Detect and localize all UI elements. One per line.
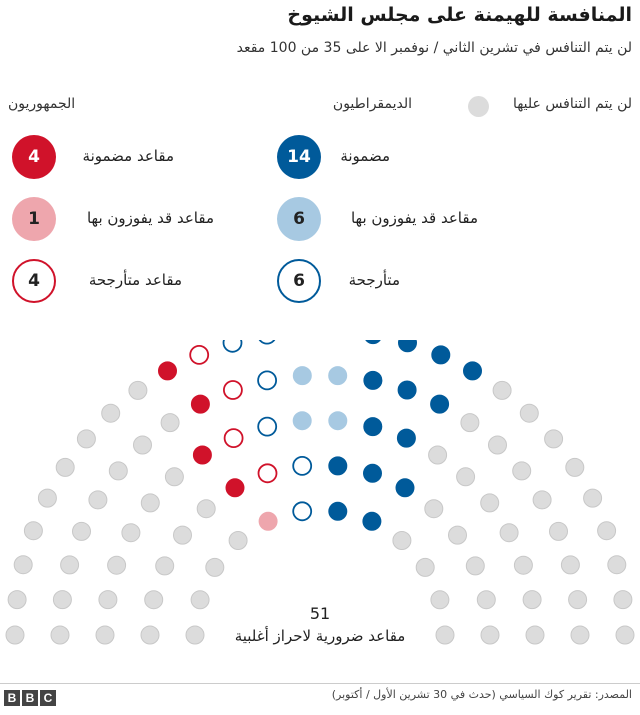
seat-not-contested-rep bbox=[108, 556, 126, 574]
seat-not-contested-rep bbox=[141, 626, 159, 644]
seat-not-contested-rep bbox=[96, 626, 114, 644]
seat-dem-likely bbox=[329, 412, 347, 430]
seat-not-contested-rep bbox=[14, 556, 32, 574]
seat-not-contested-dem bbox=[429, 446, 447, 464]
seat-not-contested-dem bbox=[566, 458, 584, 476]
seat-not-contested-dem bbox=[545, 430, 563, 448]
bbc-logo bbox=[4, 690, 56, 706]
seat-dem-safe bbox=[397, 429, 415, 447]
not-contested-legend-label: لن يتم التنافس عليها bbox=[512, 96, 632, 112]
seat-not-contested-dem bbox=[466, 557, 484, 575]
seat-not-contested-dem bbox=[481, 494, 499, 512]
seat-rep-likely bbox=[259, 512, 277, 530]
seat-not-contested-dem bbox=[416, 558, 434, 576]
seat-not-contested-dem bbox=[533, 491, 551, 509]
seat-not-contested-rep bbox=[99, 591, 117, 609]
seat-not-contested-rep bbox=[156, 557, 174, 575]
footer-divider bbox=[0, 683, 640, 684]
seat-not-contested-dem bbox=[526, 626, 544, 644]
seat-not-contested-rep bbox=[191, 591, 209, 609]
seat-not-contested-dem bbox=[493, 381, 511, 399]
seat-not-contested-dem bbox=[431, 591, 449, 609]
not-contested-legend-dot bbox=[468, 96, 489, 117]
chart-title: المنافسة للهيمنة على مجلس الشيوخ bbox=[287, 4, 632, 26]
seat-dem-tossup bbox=[293, 502, 311, 520]
seat-not-contested-rep bbox=[24, 522, 42, 540]
seat-rep-tossup bbox=[224, 381, 242, 399]
seat-not-contested-rep bbox=[73, 522, 91, 540]
seat-dem-safe bbox=[399, 340, 417, 352]
seat-not-contested-rep bbox=[229, 532, 247, 550]
seat-not-contested-rep bbox=[141, 494, 159, 512]
seat-rep-safe bbox=[159, 362, 177, 380]
seat-not-contested-dem bbox=[550, 522, 568, 540]
seat-not-contested-rep bbox=[161, 414, 179, 432]
seat-rep-tossup bbox=[190, 346, 208, 364]
rep-likely-label: مقاعد قد يفوزون بها bbox=[86, 209, 214, 227]
seat-not-contested-dem bbox=[514, 556, 532, 574]
republicans-heading: الجمهوريون bbox=[8, 96, 76, 112]
rep-likely-badge: 1 bbox=[12, 197, 56, 241]
seat-not-contested-rep bbox=[145, 591, 163, 609]
seat-not-contested-dem bbox=[616, 626, 634, 644]
seat-dem-likely bbox=[293, 412, 311, 430]
seat-not-contested-rep bbox=[122, 524, 140, 542]
seat-not-contested-dem bbox=[598, 522, 616, 540]
seat-not-contested-dem bbox=[481, 626, 499, 644]
seat-not-contested-rep bbox=[165, 468, 183, 486]
seat-not-contested-dem bbox=[513, 462, 531, 480]
seat-not-contested-dem bbox=[614, 591, 632, 609]
seat-not-contested-dem bbox=[489, 436, 507, 454]
rep-safe-label: مقاعد مضمونة bbox=[82, 147, 174, 165]
seat-not-contested-dem bbox=[608, 556, 626, 574]
seat-dem-tossup bbox=[258, 371, 276, 389]
bbc-logo-letter: C bbox=[40, 690, 56, 706]
seat-dem-tossup bbox=[258, 340, 276, 344]
seat-not-contested-dem bbox=[457, 468, 475, 486]
seat-dem-safe bbox=[464, 362, 482, 380]
seat-dem-safe bbox=[363, 512, 381, 530]
seat-not-contested-dem bbox=[523, 591, 541, 609]
seat-not-contested-rep bbox=[61, 556, 79, 574]
seat-not-contested-dem bbox=[393, 532, 411, 550]
bbc-logo-letter: B bbox=[22, 690, 38, 706]
seat-dem-safe bbox=[364, 340, 382, 344]
seat-not-contested-rep bbox=[109, 462, 127, 480]
majority-label: مقاعد ضرورية لاحراز أغلبية bbox=[234, 627, 406, 645]
seat-not-contested-rep bbox=[89, 491, 107, 509]
seat-dem-likely bbox=[293, 367, 311, 385]
dem-likely-label: مقاعد قد يفوزون بها bbox=[350, 209, 478, 227]
seat-dem-safe bbox=[396, 479, 414, 497]
dem-tossup-badge: 6 bbox=[277, 259, 321, 303]
seat-not-contested-rep bbox=[129, 381, 147, 399]
seat-dem-safe bbox=[329, 502, 347, 520]
seat-dem-safe bbox=[432, 346, 450, 364]
dem-tossup-label: متأرجحة bbox=[348, 271, 400, 289]
seat-dem-tossup bbox=[258, 418, 276, 436]
seat-rep-safe bbox=[226, 479, 244, 497]
rep-tossup-badge: 4 bbox=[12, 259, 56, 303]
seat-dem-safe bbox=[364, 464, 382, 482]
bbc-logo-letter: B bbox=[4, 690, 20, 706]
seat-dem-safe bbox=[364, 371, 382, 389]
seat-dem-safe bbox=[431, 395, 449, 413]
seat-not-contested-rep bbox=[38, 489, 56, 507]
seat-not-contested-dem bbox=[477, 591, 495, 609]
seat-not-contested-rep bbox=[53, 591, 71, 609]
seat-not-contested-dem bbox=[461, 414, 479, 432]
chart-subtitle: لن يتم التنافس في تشرين الثاني / نوفمبر الا على 35 من 100 مقعد bbox=[236, 40, 632, 56]
seat-dem-tossup bbox=[293, 457, 311, 475]
seat-not-contested-rep bbox=[8, 591, 26, 609]
dem-safe-badge: 14 bbox=[277, 135, 321, 179]
majority-value: 51 bbox=[309, 604, 331, 623]
seat-not-contested-dem bbox=[500, 524, 518, 542]
source-note: المصدر: تقرير كوك السياسي (حدث في 30 تشرين الأول / أكتوبر) bbox=[331, 688, 632, 701]
seat-not-contested-rep bbox=[197, 500, 215, 518]
seat-not-contested-dem bbox=[584, 489, 602, 507]
seat-not-contested-rep bbox=[51, 626, 69, 644]
seat-not-contested-dem bbox=[561, 556, 579, 574]
rep-tossup-label: مقاعد متأرجحة bbox=[88, 271, 182, 289]
seat-rep-tossup bbox=[225, 429, 243, 447]
seat-dem-safe bbox=[398, 381, 416, 399]
seat-not-contested-rep bbox=[56, 458, 74, 476]
rep-safe-badge: 4 bbox=[12, 135, 56, 179]
seat-dem-likely bbox=[329, 367, 347, 385]
seat-dem-tossup bbox=[224, 340, 242, 352]
dem-safe-label: مضمونة bbox=[340, 147, 390, 165]
seat-not-contested-rep bbox=[102, 404, 120, 422]
seat-dem-safe bbox=[364, 418, 382, 436]
seat-not-contested-dem bbox=[520, 404, 538, 422]
seat-not-contested-dem bbox=[569, 591, 587, 609]
seat-not-contested-rep bbox=[134, 436, 152, 454]
seat-not-contested-rep bbox=[77, 430, 95, 448]
seat-rep-tossup bbox=[259, 464, 277, 482]
seat-not-contested-rep bbox=[206, 558, 224, 576]
seat-not-contested-dem bbox=[449, 526, 467, 544]
seat-not-contested-rep bbox=[174, 526, 192, 544]
seat-dem-safe bbox=[329, 457, 347, 475]
dem-likely-badge: 6 bbox=[277, 197, 321, 241]
seat-not-contested-dem bbox=[425, 500, 443, 518]
seat-not-contested-dem bbox=[571, 626, 589, 644]
seat-rep-safe bbox=[191, 395, 209, 413]
democrats-heading: الديمقراطيون bbox=[332, 96, 412, 112]
seat-not-contested-rep bbox=[6, 626, 24, 644]
seat-rep-safe bbox=[193, 446, 211, 464]
